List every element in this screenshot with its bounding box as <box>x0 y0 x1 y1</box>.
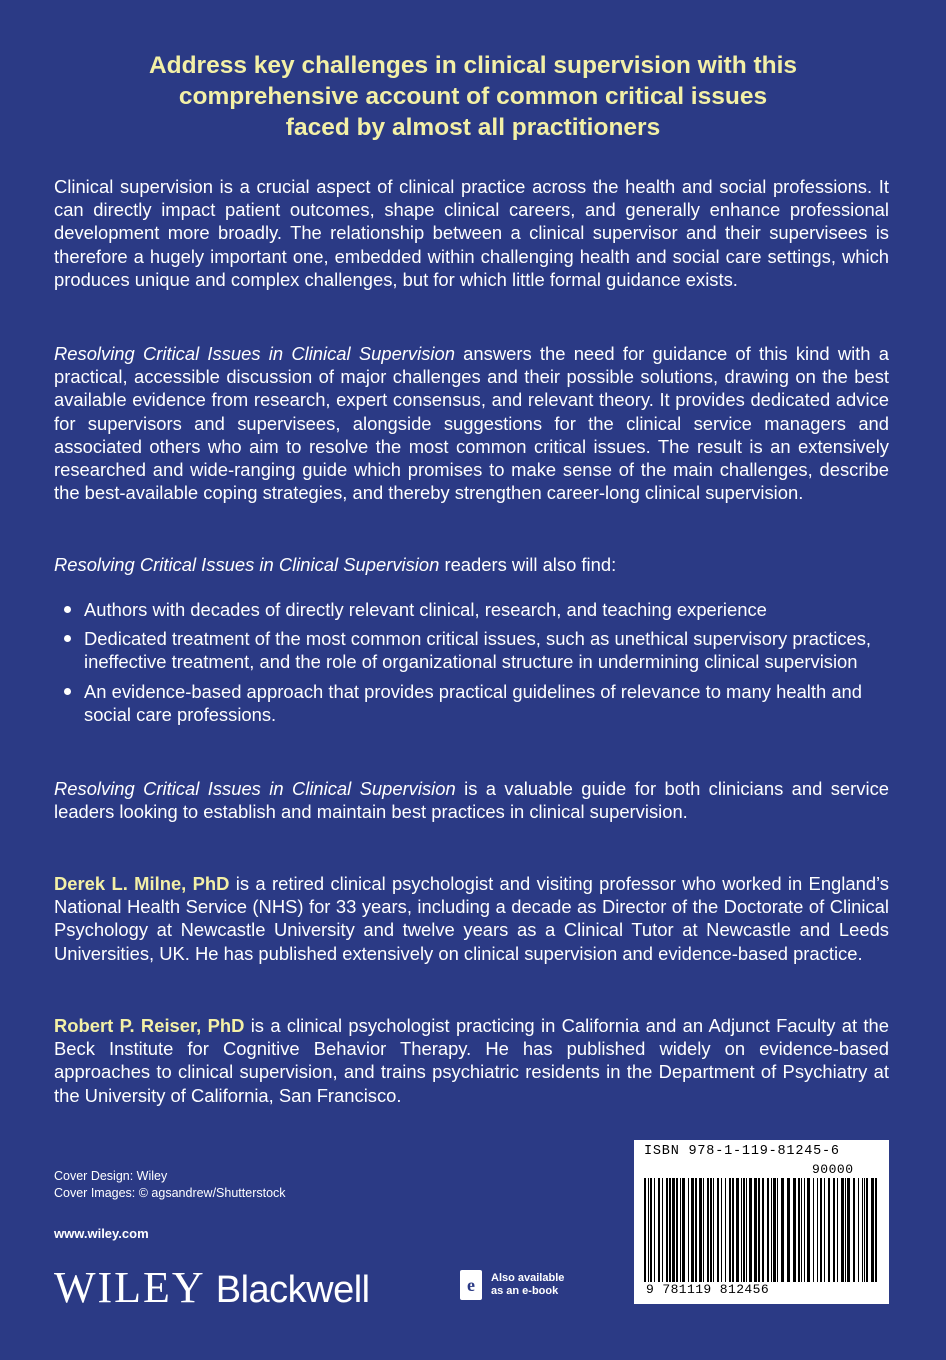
list-item <box>54 627 889 673</box>
barcode-bar <box>862 1178 863 1282</box>
barcode-bar <box>777 1178 778 1282</box>
barcode-bar <box>666 1178 668 1282</box>
barcode-bar <box>798 1178 800 1282</box>
barcode-bar <box>749 1178 752 1282</box>
barcode-bar <box>875 1178 877 1282</box>
barcode-bar <box>833 1178 835 1282</box>
author-bio-text: is a clinical psychologist practicing in California and an Adjunct Faculty at the Beck Institute for Cognitive Behavior Therapy. He has published widely on evidence-based approaches to clinical supervision, and trains psychiatric residents in the Department of Psychiatry at the University of California, San Francisco. <box>54 1015 889 1106</box>
barcode-bar <box>847 1178 850 1282</box>
book-title: Resolving Critical Issues in Clinical Supervision <box>54 343 455 364</box>
description-paragraph <box>54 342 889 504</box>
isbn-number: ISBN 978-1-119-81245-6 <box>644 1144 840 1159</box>
author-bio-milne <box>54 872 889 965</box>
wiley-wordmark: WILEY <box>54 1263 206 1312</box>
barcode-bar <box>758 1178 760 1282</box>
barcode-bar <box>762 1178 764 1282</box>
description-text: answers the need for guidance of this kind with a practical, accessible discussion of major challenges and their possible solutions, drawing on the best available evidence from research, expert consensus, and relevant theory. It provides dedicated advice for supervisors and supervisees, alongside suggestions for the clinical service managers and associated others who aim to resolve the most common critical issues. The result is an extensively researched and wide-ranging guide which promises to make sense of the main challenges, describe the best-available coping strategies, and thereby strengthen career-long clinical supervision. <box>54 343 889 504</box>
bullet-icon <box>64 688 71 695</box>
readers-find-text: readers will also find: <box>439 554 617 575</box>
barcode-bar <box>841 1178 844 1282</box>
barcode-bar <box>746 1178 747 1282</box>
barcode-bar <box>807 1178 810 1282</box>
feature-list <box>54 598 889 732</box>
barcode-digits: 9 781119 812456 <box>646 1282 770 1297</box>
list-item <box>54 598 889 621</box>
barcode-bar <box>743 1178 745 1282</box>
barcode-bar <box>824 1178 825 1282</box>
cover-design-credit: Cover Design: Wiley <box>54 1169 168 1183</box>
barcode-bar <box>773 1178 776 1282</box>
headline-line-2: comprehensive account of common critical issues <box>178 83 768 110</box>
barcode-bar <box>648 1178 649 1282</box>
summary-text: is a valuable guide for both clinicians and service leaders looking to establish and maintain best practices in clinical supervision. <box>54 778 889 823</box>
list-item <box>54 680 889 726</box>
bullet-icon <box>64 606 71 613</box>
ebook-notice <box>460 1270 564 1300</box>
barcode-bar <box>732 1178 734 1282</box>
price-code: 90000 <box>812 1162 854 1177</box>
barcode-bar <box>804 1178 805 1282</box>
barcode-bar <box>650 1178 652 1282</box>
barcode-bar <box>644 1178 646 1282</box>
barcode-bar <box>771 1178 772 1282</box>
barcode-bar <box>866 1178 868 1282</box>
barcode-bar <box>729 1178 731 1282</box>
barcode-bar <box>707 1178 709 1282</box>
list-item-text: An evidence-based approach that provides practical guidelines of relevance to many health and social care professions. <box>84 680 863 725</box>
barcode-bar <box>680 1178 681 1282</box>
intro-paragraph: Clinical supervision is a crucial aspect of clinical practice across the health and social professions. It can directly impact patient outcomes, shape clinical careers, and generally enhance professional development more broadly. The relationship between a clinical supervisor and their supervisees is therefore a hugely important one, embedded within challenging health and social care settings, which produces unique and complex challenges, but for which little formal guidance exists. <box>54 176 889 290</box>
barcode-bar <box>864 1178 865 1282</box>
barcode-bar <box>767 1178 769 1282</box>
ebook-line-1: Also available <box>491 1272 565 1284</box>
barcode-bar <box>703 1178 704 1282</box>
barcode-bar <box>801 1178 802 1282</box>
cover-credits <box>54 1168 286 1202</box>
barcode-bar <box>691 1178 694 1282</box>
barcode <box>634 1140 889 1304</box>
barcode-bar <box>662 1178 663 1282</box>
barcode-bar <box>672 1178 675 1282</box>
headline <box>60 50 886 143</box>
barcode-bar <box>817 1178 818 1282</box>
barcode-bar <box>820 1178 822 1282</box>
website-link[interactable]: www.wiley.com <box>54 1226 149 1241</box>
barcode-bars <box>642 1178 881 1282</box>
barcode-bar <box>688 1178 689 1282</box>
ebook-text <box>491 1272 564 1298</box>
barcode-bar <box>781 1178 784 1282</box>
barcode-bar <box>669 1178 671 1282</box>
author-bio-text: is a retired clinical psychologist and visiting professor who worked in England’s National Health Service (NHS) for 33 years, including a decade as Director of the Doctorate of Clinical Psychology at Newcastle University and twelve years as a Clinical Tutor at Newcastle and Leeds Universities, UK. He has published extensively on clinical supervision and evidence-based practice. <box>54 873 889 964</box>
barcode-bar <box>713 1178 714 1282</box>
barcode-bar <box>741 1178 742 1282</box>
ebook-line-2: as an e-book <box>491 1285 559 1297</box>
author-name: Derek L. Milne, PhD <box>54 873 230 894</box>
ebook-icon: e <box>460 1270 482 1300</box>
bullet-icon <box>64 635 71 642</box>
barcode-bar <box>787 1178 790 1282</box>
headline-line-3: faced by almost all practitioners <box>285 114 661 141</box>
list-item-text: Dedicated treatment of the most common critical issues, such as unethical supervisory practices, ineffective treatment, and the role of organizational structure in undermining clinical supervision <box>84 628 872 673</box>
barcode-bar <box>736 1178 739 1282</box>
author-bio-reiser <box>54 1014 889 1107</box>
barcode-bar <box>858 1178 859 1282</box>
barcode-bar <box>828 1178 830 1282</box>
barcode-bar <box>813 1178 814 1282</box>
barcode-bar <box>853 1178 855 1282</box>
barcode-bar <box>793 1178 796 1282</box>
barcode-bar <box>710 1178 712 1282</box>
book-title: Resolving Critical Issues in Clinical Supervision <box>54 554 440 575</box>
barcode-bar <box>695 1178 697 1282</box>
barcode-bar <box>721 1178 722 1282</box>
publisher-logo <box>54 1262 370 1313</box>
readers-find-paragraph <box>54 553 889 576</box>
barcode-bar <box>699 1178 702 1282</box>
book-title: Resolving Critical Issues in Clinical Supervision <box>54 778 456 799</box>
list-item-text: Authors with decades of directly relevant clinical, research, and teaching experience <box>84 599 767 620</box>
headline-line-1: Address key challenges in clinical supervision with this <box>148 52 798 79</box>
barcode-bar <box>725 1178 726 1282</box>
barcode-bar <box>871 1178 874 1282</box>
barcode-bar <box>654 1178 655 1282</box>
barcode-bar <box>682 1178 685 1282</box>
summary-paragraph <box>54 777 889 823</box>
barcode-bar <box>717 1178 719 1282</box>
barcode-bar <box>845 1178 846 1282</box>
cover-images-credit: Cover Images: © agsandrew/Shutterstock <box>54 1186 286 1200</box>
blackwell-wordmark: Blackwell <box>215 1269 370 1311</box>
barcode-bar <box>837 1178 838 1282</box>
barcode-bar <box>676 1178 678 1282</box>
author-name: Robert P. Reiser, PhD <box>54 1015 245 1036</box>
barcode-bar <box>658 1178 660 1282</box>
barcode-bar <box>754 1178 757 1282</box>
